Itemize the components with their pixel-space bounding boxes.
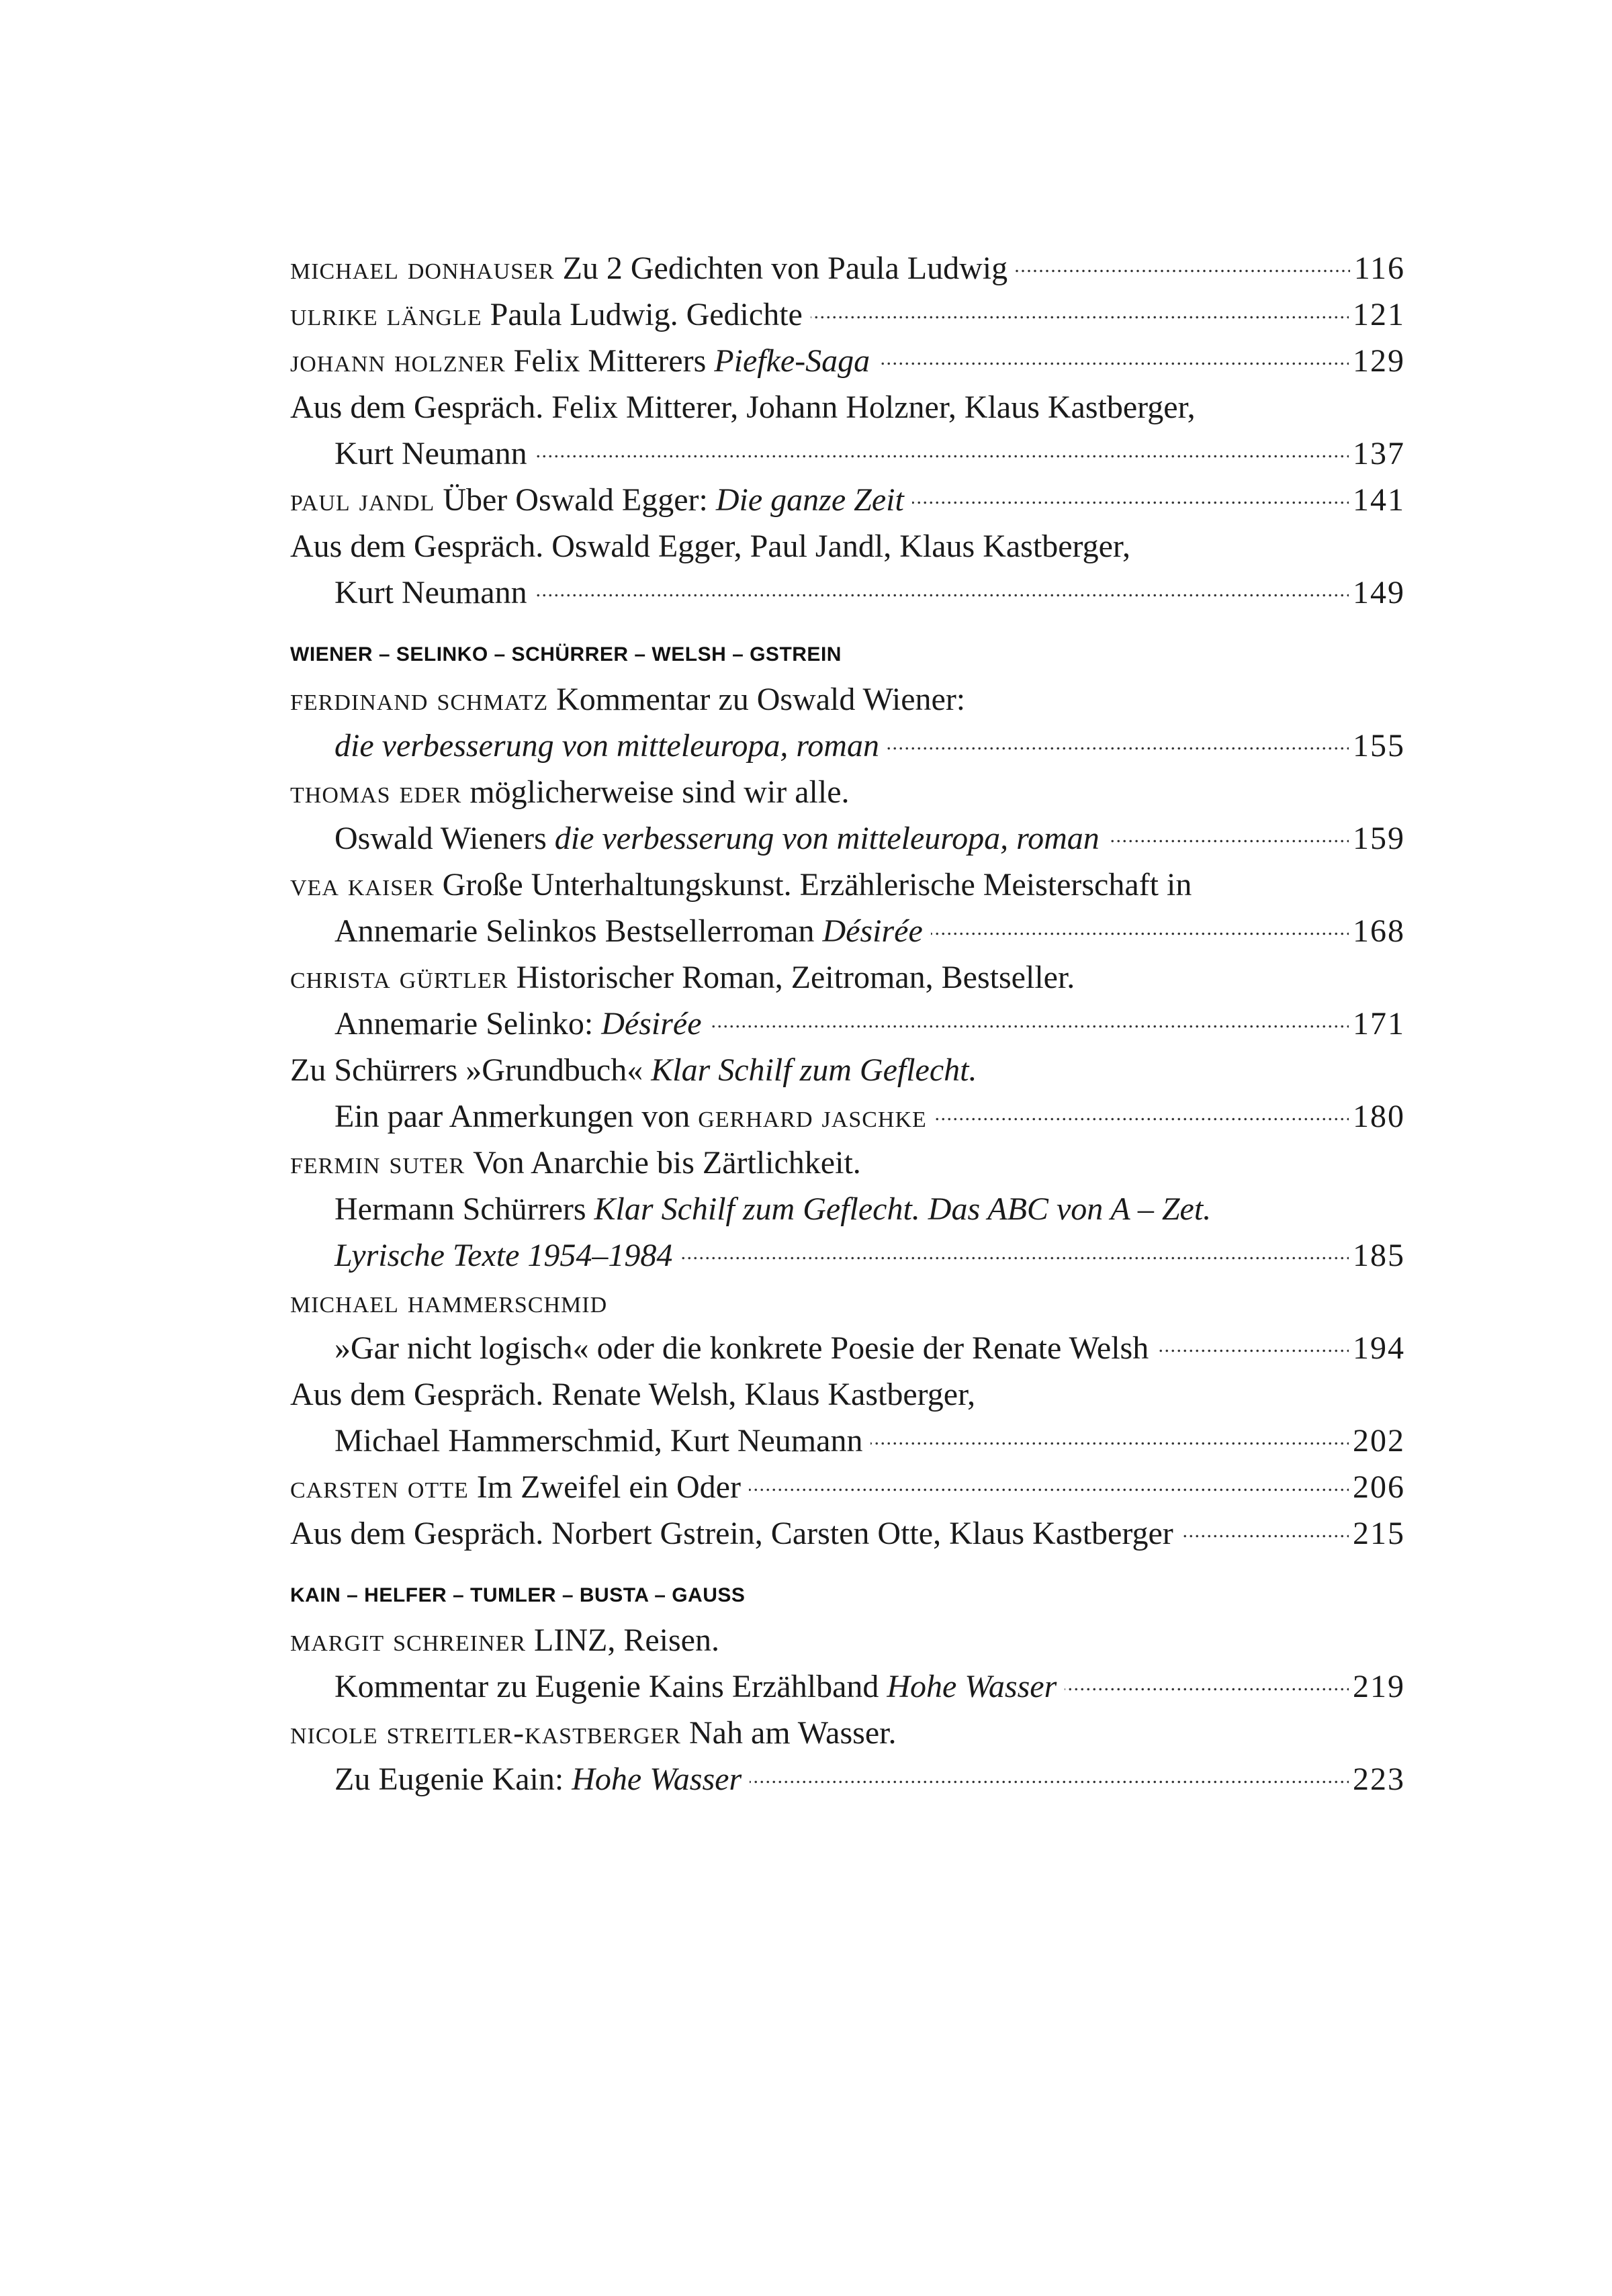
entry-title — [290, 1510, 1173, 1557]
entry-title — [477, 1464, 741, 1510]
page-number[interactable]: 171 — [1353, 1006, 1405, 1042]
entry-title-text: Michael Hammerschmid, Kurt Neumann — [334, 1423, 863, 1459]
entry-line — [290, 1710, 1405, 1756]
section-heading: WIENER – SELINKO – SCHÜRRER – WELSH – GSTREIN — [290, 643, 842, 665]
page-number[interactable]: 116 — [1353, 250, 1405, 286]
dot-leader — [750, 1757, 1349, 1790]
entry-title — [334, 815, 1100, 862]
toc-entry[interactable] — [290, 1464, 1405, 1510]
dot-leader — [1108, 817, 1349, 849]
entry-title-text: Ein paar Anmerkungen von — [334, 1099, 699, 1134]
toc-entry[interactable] — [290, 384, 1405, 477]
entry-title — [563, 245, 1008, 291]
toc-entry[interactable] — [290, 245, 1405, 291]
entry-author: ferdinand schmatz — [290, 682, 549, 717]
entry-title-text: Annemarie Selinkos Bestsellerroman — [334, 913, 823, 949]
toc-entry[interactable] — [290, 1140, 1405, 1279]
entry-line — [290, 1510, 1405, 1557]
entry-line — [290, 338, 1405, 384]
entry-line — [290, 1140, 1405, 1186]
entry-continuation-line — [290, 723, 1405, 769]
dot-leader — [535, 432, 1349, 464]
entry-title-italic: Klar Schilf zum Geflecht. — [651, 1052, 977, 1088]
entry-title-text: Über Oswald Egger: — [443, 482, 716, 518]
entry-title — [534, 1617, 719, 1663]
toc-section — [290, 245, 1405, 616]
dot-leader — [887, 724, 1349, 756]
toc-entry[interactable] — [290, 769, 1405, 862]
entry-author: ulrike längle — [290, 297, 482, 332]
entry-title — [334, 1093, 927, 1140]
dot-leader — [912, 478, 1349, 510]
entry-continuation-line — [290, 569, 1405, 616]
entry-title-text: Nah am Wasser. — [688, 1715, 897, 1751]
entry-title-text: Hermann Schürrers — [334, 1191, 594, 1227]
page-number[interactable]: 159 — [1353, 821, 1405, 856]
toc-section — [290, 641, 1405, 1557]
entry-continuation-line — [290, 1232, 1405, 1279]
entry-line — [290, 1047, 1405, 1093]
page-number[interactable]: 168 — [1353, 913, 1405, 949]
entry-author: michael donhauser — [290, 250, 555, 286]
page-number[interactable]: 202 — [1353, 1423, 1405, 1459]
page-number[interactable]: 215 — [1353, 1516, 1405, 1551]
entry-title-text: Oswald Wieners — [334, 821, 555, 856]
entry-line — [290, 1464, 1405, 1510]
entry-title — [556, 676, 965, 723]
page-number[interactable]: 149 — [1353, 575, 1405, 610]
entry-title — [334, 430, 527, 477]
page-number[interactable]: 194 — [1353, 1330, 1405, 1366]
page-number[interactable]: 137 — [1353, 436, 1405, 471]
entry-author: vea kaiser — [290, 867, 435, 903]
entry-title — [443, 862, 1192, 908]
entry-title-italic: Die ganze Zeit — [715, 482, 904, 518]
entry-line — [290, 245, 1405, 291]
dot-leader — [1065, 1665, 1349, 1697]
entry-author: fermin suter — [290, 1145, 465, 1181]
page-number[interactable]: 185 — [1353, 1238, 1405, 1273]
entry-line — [290, 862, 1405, 908]
entry-title — [290, 1047, 977, 1093]
page-number[interactable]: 155 — [1353, 728, 1405, 764]
entry-continuation-line — [290, 1756, 1405, 1802]
entry-title-text: Aus dem Gespräch. Norbert Gstrein, Carsten Otte, Klaus Kastberger — [290, 1516, 1173, 1551]
entry-title — [334, 1232, 672, 1279]
section-heading: KAIN – HELFER – TUMLER – BUSTA – GAUSS — [290, 1584, 746, 1606]
entry-title-italic: die verbesserung von mitteleuropa, roman — [334, 728, 879, 764]
entry-title-text: Kommentar zu Eugenie Kains Erzählband — [334, 1669, 887, 1704]
entry-line — [290, 1371, 1405, 1418]
page-number[interactable]: 223 — [1353, 1761, 1405, 1797]
entry-title-text: Historischer Roman, Zeitroman, Bestseller. — [516, 960, 1075, 995]
entry-title — [334, 1756, 742, 1802]
page-number[interactable]: 180 — [1353, 1099, 1405, 1134]
entry-continuation-line — [290, 1663, 1405, 1710]
entry-title-text: möglicherweise sind wir alle. — [469, 774, 850, 810]
entry-continuation-line — [290, 815, 1405, 862]
entry-title-text: Zu Schürrers »Grundbuch« — [290, 1052, 652, 1088]
entry-title-italic: die verbesserung von mitteleuropa, roman — [554, 821, 1100, 856]
entry-title — [516, 954, 1075, 1001]
dot-leader — [935, 1095, 1349, 1127]
toc-entry[interactable] — [290, 1617, 1405, 1710]
entry-title-text: Felix Mitterers — [513, 343, 715, 379]
entry-title — [334, 1186, 1211, 1232]
entry-title — [334, 723, 879, 769]
dot-leader — [811, 293, 1349, 325]
entry-title-text: Aus dem Gespräch. Felix Mitterer, Johann Holzner, Klaus Kastberger, — [290, 389, 1196, 425]
dot-leader — [931, 909, 1349, 942]
entry-line — [290, 1617, 1405, 1663]
entry-title-text: Aus dem Gespräch. Oswald Egger, Paul Jandl, Klaus Kastberger, — [290, 529, 1130, 564]
toc-entry[interactable] — [290, 676, 1405, 769]
entry-title — [334, 908, 923, 954]
entry-title-text: Kurt Neumann — [334, 436, 527, 471]
entry-title-italic: Klar Schilf zum Geflecht. Das ABC von A – Zet. — [594, 1191, 1212, 1227]
toc-entry[interactable] — [290, 1510, 1405, 1557]
toc-entry[interactable] — [290, 1279, 1405, 1371]
entry-author: johann holzner — [290, 343, 506, 379]
dot-leader — [680, 1234, 1349, 1266]
entry-author: nicole streitler-kastberger — [290, 1715, 681, 1751]
entry-title — [290, 523, 1130, 569]
entry-title-text: LINZ, Reisen. — [534, 1622, 719, 1658]
entry-author: paul jandl — [290, 482, 435, 518]
entry-title-text: Kommentar zu Oswald Wiener: — [556, 682, 966, 717]
entry-title-italic: Désirée — [601, 1006, 702, 1042]
toc-entry[interactable] — [290, 523, 1405, 616]
page-number[interactable]: 121 — [1353, 297, 1405, 332]
entry-continuation-line — [290, 1093, 1405, 1140]
page-number[interactable]: 141 — [1353, 482, 1405, 518]
page-number[interactable]: 206 — [1353, 1469, 1405, 1505]
entry-title — [689, 1710, 897, 1756]
entry-title — [469, 769, 849, 815]
entry-author: carsten otte — [290, 1469, 469, 1505]
dot-leader — [1157, 1326, 1349, 1359]
entry-line — [290, 954, 1405, 1001]
entry-line — [290, 291, 1405, 338]
entry-title — [290, 1371, 975, 1418]
table-of-contents — [290, 245, 1405, 1802]
entry-title — [334, 1325, 1149, 1371]
dot-leader — [878, 339, 1349, 371]
entry-title — [334, 1001, 702, 1047]
toc-entry[interactable] — [290, 1710, 1405, 1802]
entry-line — [290, 676, 1405, 723]
entry-title-text: Kurt Neumann — [334, 575, 527, 610]
entry-continuation-line — [290, 1001, 1405, 1047]
entry-continuation-line — [290, 1325, 1405, 1371]
entry-title — [443, 477, 904, 523]
entry-line — [290, 1279, 1405, 1325]
dot-leader — [1016, 246, 1350, 279]
entry-title — [514, 338, 870, 384]
entry-title — [334, 1418, 862, 1464]
entry-title-italic: Désirée — [822, 913, 923, 949]
toc-entry[interactable] — [290, 862, 1405, 954]
entry-title-italic: Hohe Wasser — [887, 1669, 1057, 1704]
entry-title — [334, 569, 527, 616]
entry-continuation-line — [290, 1186, 1405, 1232]
page-number[interactable]: 219 — [1353, 1669, 1405, 1704]
entry-title — [490, 291, 803, 338]
dot-leader — [535, 571, 1349, 603]
toc-entry[interactable] — [290, 954, 1405, 1047]
entry-title — [290, 384, 1196, 430]
dot-leader — [710, 1002, 1349, 1034]
entry-title-italic: Piefke-Saga — [714, 343, 870, 379]
entry-continuation-line — [290, 1418, 1405, 1464]
entry-title-italic: Lyrische Texte 1954–1984 — [334, 1238, 673, 1273]
entry-title-text: »Gar nicht logisch« oder die konkrete Poesie der Renate Welsh — [334, 1330, 1149, 1366]
toc-entry[interactable] — [290, 338, 1405, 384]
toc-entry[interactable] — [290, 1047, 1405, 1140]
toc-entry[interactable] — [290, 477, 1405, 523]
toc-entry[interactable] — [290, 291, 1405, 338]
entry-title-text: Annemarie Selinko: — [334, 1006, 602, 1042]
entry-continuation-line — [290, 908, 1405, 954]
entry-line — [290, 523, 1405, 569]
entry-title-italic: Hohe Wasser — [572, 1761, 742, 1797]
entry-title-text: Von Anarchie bis Zärtlichkeit. — [473, 1145, 861, 1181]
entry-line — [290, 769, 1405, 815]
entry-author: christa gürtler — [290, 960, 508, 995]
entry-author: margit schreiner — [290, 1622, 527, 1658]
entry-title — [473, 1140, 861, 1186]
entry-title-text: Zu Eugenie Kain: — [334, 1761, 572, 1797]
dot-leader — [1181, 1512, 1349, 1544]
entry-author: michael hammerschmid — [290, 1284, 608, 1320]
page-number[interactable]: 129 — [1353, 343, 1405, 379]
entry-title-text: Paula Ludwig. Gedichte — [490, 297, 803, 332]
entry-title-text: Im Zweifel ein Oder — [476, 1469, 741, 1505]
dot-leader — [749, 1465, 1349, 1498]
entry-author-inline: gerhard jaschke — [698, 1099, 927, 1134]
entry-title-text: Große Unterhaltungskunst. Erzählerische Meisterschaft in — [442, 867, 1192, 903]
entry-title — [334, 1663, 1057, 1710]
dot-leader — [870, 1419, 1349, 1451]
toc-entry[interactable] — [290, 1371, 1405, 1464]
entry-continuation-line — [290, 430, 1405, 477]
toc-section — [290, 1582, 1405, 1802]
entry-line — [290, 477, 1405, 523]
entry-line — [290, 384, 1405, 430]
entry-author: thomas eder — [290, 774, 462, 810]
entry-title-text: Aus dem Gespräch. Renate Welsh, Klaus Kastberger, — [290, 1377, 976, 1412]
entry-title-text: Zu 2 Gedichten von Paula Ludwig — [562, 250, 1008, 286]
